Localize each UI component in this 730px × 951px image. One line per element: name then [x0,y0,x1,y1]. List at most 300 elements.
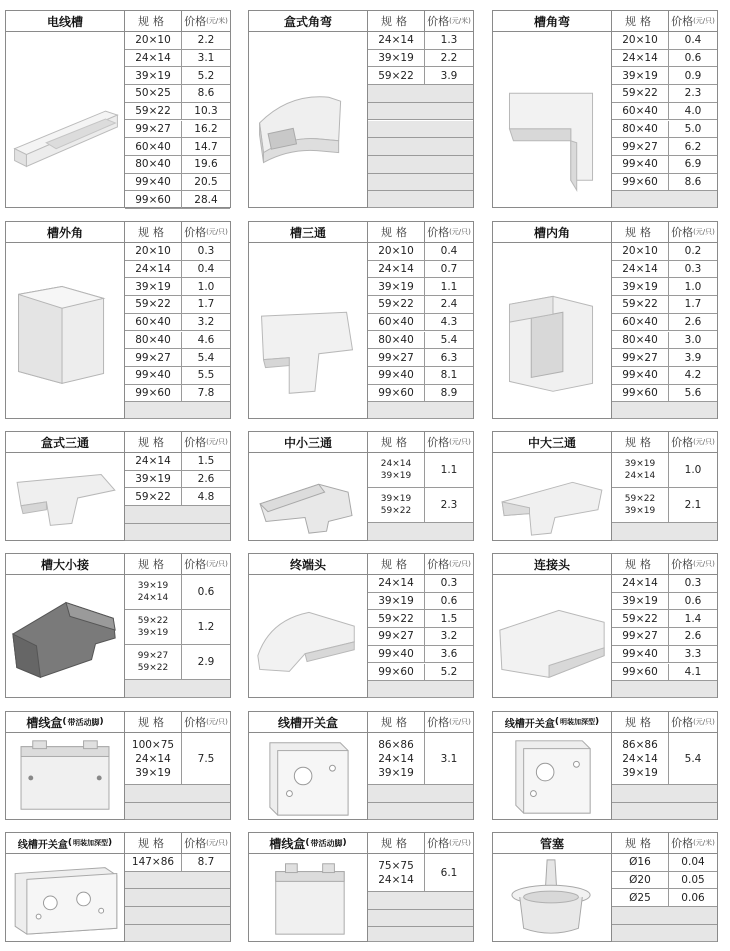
tee-illustration [249,243,367,418]
table-row [125,349,230,367]
table-row [125,488,230,506]
table-row [612,156,717,174]
price-cell: 1.7 [197,298,215,311]
price-cell: 1.4 [684,612,702,625]
price-cell: 3.9 [684,351,702,364]
table-row [612,610,717,628]
title-text: 线槽开关盒 [17,839,68,851]
price-unit: (元/只) [206,438,228,446]
price-header [425,833,473,853]
product-image [6,575,125,697]
table-row [612,664,717,682]
spec-cell: 60×40 [368,314,425,331]
spec-line: 59×22 [137,663,169,673]
empty-row [612,681,717,698]
price-cell: 0.6 [440,595,458,608]
table-row [368,367,473,385]
product-title [493,833,612,853]
product-title [6,222,125,242]
price-cell: 5.2 [197,69,215,82]
price-cell: 1.0 [684,280,702,293]
table-row [612,67,717,85]
price-cell: 0.3 [197,245,215,258]
spec-cell: 80×40 [368,332,425,349]
table-row [125,156,230,174]
spec-line: 24×14 [622,752,658,765]
spec-cell: 24×14 [368,575,425,592]
price-label: 价格 [671,436,694,449]
price-cell: 0.3 [684,577,702,590]
price-cell: 4.8 [197,490,215,503]
spec-cell: Ø25 [612,889,669,906]
spec-line: 86×86 [378,738,414,751]
spec-cell: 59×22 [368,67,425,84]
wire-duct-illustration [6,32,124,207]
price-cell: 0.3 [684,263,702,276]
card-header [6,222,230,243]
price-header [182,222,230,242]
table-row [612,243,717,261]
price-cell: 7.5 [197,752,215,765]
spec-cell: 99×40 [612,646,669,663]
spec-line: 100×75 [131,738,175,751]
price-cell: 1.7 [684,298,702,311]
spec-cell: Ø20 [612,872,669,889]
table-row [125,332,230,350]
table-row [125,314,230,332]
product-card-junction-box-legs [5,711,231,820]
price-cell: 4.0 [684,105,702,118]
spec-table [125,733,230,819]
spec-cell: 24×14 [368,261,425,278]
product-image [249,575,368,697]
product-title [493,554,612,574]
spec-cell: 99×60 [368,664,425,681]
price-header [182,11,230,31]
table-row [125,174,230,192]
spec-cell: 99×40 [368,367,425,384]
spec-line: 59×22 [624,494,656,504]
spec-line: 39×19 [380,494,412,504]
price-cell: 1.0 [197,280,215,293]
empty-row [368,892,473,910]
empty-row [368,121,473,139]
card-header [6,833,230,854]
spec-header: 规格 [612,712,669,732]
price-header [669,833,717,853]
empty-row [125,803,230,820]
spec-header: 规格 [612,222,669,242]
pipe-plug-illustration [493,854,611,941]
table-row [612,103,717,121]
table-row [125,854,230,872]
spec-header: 规格 [125,833,182,853]
price-cell: 3.0 [684,333,702,346]
product-card-large-tee [492,431,718,541]
table-row [368,575,473,593]
spec-table [612,733,717,819]
table-row [125,138,230,156]
product-card-end-cap [248,553,474,698]
spec-table [368,453,473,540]
spec-cell: 39×19 [612,278,669,295]
spec-cell: 20×10 [612,243,669,260]
price-unit: (元/只) [693,17,715,25]
table-row [125,261,230,279]
spec-cell: 99×60 [612,664,669,681]
price-label: 价格 [671,15,694,28]
price-cell: 2.2 [440,52,458,65]
table-row [368,261,473,279]
spec-line: 39×19 [135,766,171,779]
price-cell: 6.9 [684,158,702,171]
price-cell: 2.4 [440,298,458,311]
table-row [612,854,717,872]
price-cell: 1.0 [684,464,702,476]
spec-cell: 60×40 [125,314,182,331]
empty-row [368,191,473,208]
table-row-group [368,733,473,785]
table-row [125,385,230,403]
spec-cell [368,488,425,522]
product-card-switch-box-deep [492,711,718,820]
table-row [125,471,230,489]
table-row [125,103,230,121]
spec-cell: 99×27 [612,628,669,645]
table-row-group [368,488,473,523]
table-row [368,593,473,611]
table-row [368,664,473,682]
spec-cell [368,854,425,891]
spec-line: 24×14 [137,593,169,603]
card-header [249,11,473,32]
spec-header: 规格 [368,11,425,31]
spec-table [125,854,230,941]
spec-cell: 20×10 [368,243,425,260]
product-card-box-tee [5,431,231,541]
price-cell: 4.6 [197,333,215,346]
price-header [182,554,230,574]
table-row [612,138,717,156]
spec-cell: Ø16 [612,854,669,871]
price-cell: 0.3 [440,577,458,590]
spec-header: 规格 [125,432,182,452]
spec-line: 75×75 [378,859,414,872]
spec-table [368,575,473,697]
spec-cell: 99×27 [612,138,669,155]
table-row [612,593,717,611]
product-card-switch-box [248,711,474,820]
price-cell: 0.06 [681,891,705,904]
junction-box-illustration [6,733,124,819]
price-cell: 3.9 [440,69,458,82]
empty-row [125,889,230,907]
price-label: 价格 [671,226,694,239]
spec-line: 39×19 [624,459,656,469]
empty-row [368,174,473,192]
price-cell: 1.3 [440,34,458,47]
price-unit: (元/只) [693,560,715,568]
product-title [249,11,368,31]
table-row-group [612,733,717,785]
product-card-switch-box-deep-2 [5,832,231,942]
table-row [125,67,230,85]
spec-header: 规格 [368,554,425,574]
price-cell: 2.1 [684,499,702,511]
price-cell: 5.2 [440,665,458,678]
table-row [368,50,473,68]
card-header [249,712,473,733]
price-unit: (元/只) [449,839,471,847]
spec-table [368,733,473,819]
table-row [368,278,473,296]
table-row-group [368,453,473,488]
product-card-reducer [5,553,231,698]
price-label: 价格 [427,226,450,239]
spec-line: 99×27 [137,651,169,661]
price-cell: 5.0 [684,122,702,135]
price-cell: 4.2 [684,369,702,382]
price-label: 价格 [671,558,694,571]
spec-cell [612,733,669,784]
price-header [425,222,473,242]
spec-cell: 59×22 [125,296,182,313]
spec-header: 规格 [368,712,425,732]
empty-row [125,680,230,698]
spec-cell [125,733,182,784]
product-image [493,733,612,819]
price-cell: 28.4 [194,193,218,206]
empty-row [368,803,473,820]
price-cell: 20.5 [194,175,218,188]
spec-line: 24×14 [135,752,171,765]
price-cell: 2.6 [684,630,702,643]
spec-line: 24×14 [378,873,414,886]
spec-cell: 147×86 [125,854,182,871]
product-card-pipe-plug [492,832,718,942]
product-title [249,432,368,452]
product-image [6,243,125,418]
card-header [493,833,717,854]
table-row [368,314,473,332]
price-cell: 4.1 [684,665,702,678]
title-text: 槽外角 [46,225,83,240]
price-cell: 5.4 [197,351,215,364]
spec-line: 86×86 [622,738,658,751]
box-tee-illustration [6,453,124,540]
spec-header: 规格 [125,554,182,574]
card-header [249,222,473,243]
price-label: 价格 [427,837,450,850]
price-cell: 6.2 [684,140,702,153]
price-cell: 1.5 [440,612,458,625]
spec-table [612,453,717,540]
price-cell: 3.2 [440,630,458,643]
spec-header: 规格 [368,222,425,242]
price-cell: 2.9 [197,656,215,668]
spec-cell: 39×19 [368,50,425,67]
table-row [368,296,473,314]
spec-cell: 24×14 [125,453,182,470]
spec-line: 39×19 [378,766,414,779]
spec-header: 规格 [368,432,425,452]
price-header [669,432,717,452]
spec-cell: 99×60 [612,385,669,402]
box-elbow-illustration [249,32,367,207]
title-subtitle: 明装加深型 [560,718,595,726]
price-label: 价格 [671,837,694,850]
spec-cell: 39×19 [368,593,425,610]
table-row [125,85,230,103]
spec-cell: 99×27 [125,349,182,366]
empty-row [125,785,230,803]
spec-cell: 99×27 [125,121,182,138]
empty-row [612,523,717,541]
empty-row [368,156,473,174]
product-card-tee [248,221,474,419]
spec-table [612,854,717,941]
table-row [612,872,717,890]
spec-cell: 50×25 [125,85,182,102]
title-subtitle: 带活动脚 [310,838,343,848]
price-header [669,554,717,574]
product-card-outer-corner [5,221,231,419]
table-row [125,453,230,471]
title-subtitle: 明装加深型 [73,839,108,847]
price-header [669,11,717,31]
price-unit: (元/只) [449,718,471,726]
product-image [6,32,125,207]
table-row [125,191,230,209]
spec-table [125,243,230,418]
table-row-group [612,488,717,523]
spec-line: 59×22 [137,616,169,626]
price-cell: 0.6 [684,52,702,65]
spec-cell: 99×40 [612,367,669,384]
price-unit: (元/只) [206,839,228,847]
table-row [368,628,473,646]
price-label: 价格 [184,436,207,449]
product-title [6,11,125,31]
title-text: 连接头 [533,557,570,572]
paren-close: ) [595,717,600,727]
spec-cell: 99×40 [125,367,182,384]
spec-header: 规格 [368,833,425,853]
price-cell: 5.5 [197,369,215,382]
price-cell: 2.6 [684,316,702,329]
table-row [368,385,473,403]
card-header [493,222,717,243]
price-cell: 5.4 [684,752,702,765]
price-cell: 8.1 [440,369,458,382]
paren-close: ) [108,838,113,848]
paren-close: ) [99,717,104,727]
product-card-small-tee [248,431,474,541]
title-text: 槽内角 [533,225,570,240]
title-subtitle: 带活动脚 [67,717,100,727]
card-header [249,432,473,453]
price-cell: 1.1 [440,280,458,293]
spec-header: 规格 [125,222,182,242]
spec-cell: 24×14 [368,32,425,49]
spec-header: 规格 [612,833,669,853]
table-row [125,121,230,139]
table-row [612,121,717,139]
duct-elbow-illustration [493,32,611,207]
empty-row [125,907,230,925]
title-text: 电线槽 [46,14,83,29]
spec-table [125,453,230,540]
spec-cell [125,575,182,609]
spec-header: 规格 [125,712,182,732]
table-row-group [125,610,230,645]
table-row-group [368,854,473,892]
price-cell: 3.1 [197,52,215,65]
spec-cell: 39×19 [612,67,669,84]
table-row [125,32,230,50]
spec-cell: 59×22 [125,488,182,505]
product-image [493,854,612,941]
paren-open: ( [554,717,559,727]
price-label: 价格 [427,15,450,28]
spec-line: 39×19 [137,628,169,638]
table-row [612,278,717,296]
spec-cell: 39×19 [612,593,669,610]
title-text: 盒式三通 [40,435,89,450]
price-unit: (元/只) [206,560,228,568]
price-label: 价格 [427,436,450,449]
product-title [493,712,612,732]
price-unit: (元/米) [206,17,228,25]
table-row [612,349,717,367]
card-header [6,11,230,32]
junction-box-2-illustration [249,854,367,941]
empty-row [368,138,473,156]
spec-header: 规格 [125,11,182,31]
spec-line: 59×22 [380,506,412,516]
price-cell: 3.1 [440,752,458,765]
card-header [6,712,230,733]
spec-cell: 24×14 [612,261,669,278]
empty-row [612,925,717,942]
title-text: 管塞 [539,836,564,851]
price-unit: (元/只) [693,718,715,726]
table-row [612,889,717,907]
price-cell: 5.4 [440,333,458,346]
product-image [249,243,368,418]
title-text: 线槽开关盒 [277,715,338,730]
price-cell: 10.3 [194,105,218,118]
product-card-duct-elbow [492,10,718,208]
empty-row [125,925,230,942]
price-cell: 8.6 [684,175,702,188]
table-row [612,385,717,403]
table-row [125,296,230,314]
empty-row [612,907,717,925]
double-switch-box-illustration [6,854,124,941]
price-label: 价格 [184,558,207,571]
card-header [493,712,717,733]
empty-row [125,524,230,541]
price-cell: 0.04 [681,856,705,869]
title-text: 槽线盒 [269,836,306,851]
price-unit: (元/米) [693,839,715,847]
product-image [493,32,612,207]
price-cell: 0.6 [684,595,702,608]
card-header [493,554,717,575]
price-header [425,554,473,574]
product-image [249,854,368,941]
